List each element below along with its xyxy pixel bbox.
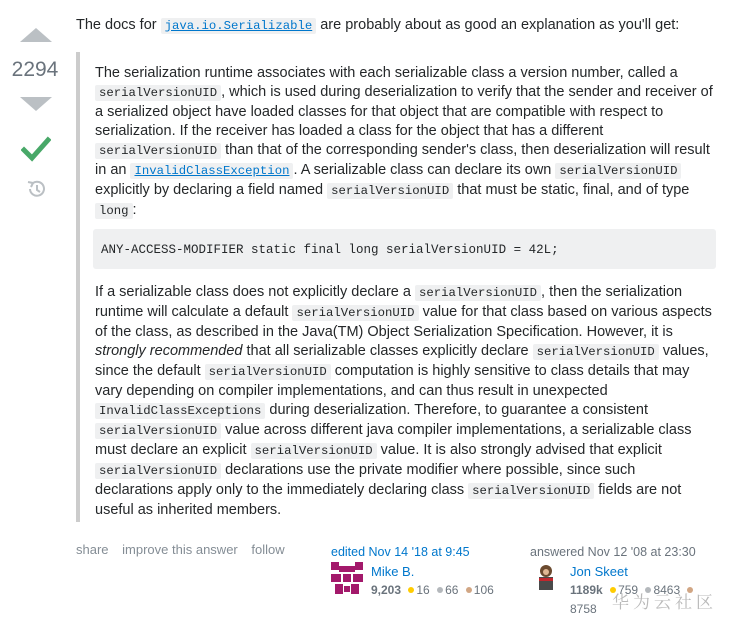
inline-code: serialVersionUID: [95, 463, 221, 479]
text: values, since the default: [95, 343, 709, 379]
share-link[interactable]: share: [76, 542, 109, 557]
text: declarations use the private modifier where possible, since such declarations apply only to the immediately declaring class: [95, 462, 636, 498]
text: . A serializable class can declare its own: [293, 162, 556, 178]
vote-up-arrow-icon[interactable]: [20, 28, 52, 42]
text: than that of the corresponding sender's class, then deserialization will result in an: [95, 142, 710, 178]
text: explicitly by declaring a field named: [95, 182, 328, 198]
text: :: [132, 202, 137, 218]
code-block: [93, 229, 716, 269]
serializable-doc-link[interactable]: [161, 17, 317, 33]
silver-badge-count: 66: [445, 583, 459, 597]
text: value. It is also strongly advised that explicit: [376, 442, 662, 458]
reputation-score: 1189k: [570, 583, 603, 597]
inline-code: long: [95, 203, 133, 219]
text: value across different java compiler implementations, a serializable class must declare an explicit: [95, 422, 692, 458]
bronze-badge-icon: [466, 587, 472, 593]
invalid-class-exception-link[interactable]: [130, 162, 293, 178]
text: value for that class based on various aspects of the class, as described in the Java(TM) Object Serialization Specification. However, it is: [95, 304, 712, 340]
editor-stats: [371, 581, 494, 600]
answered-date: answered Nov 12 '08 at 23:30: [530, 545, 696, 559]
text: The serialization runtime associates with each serializable class a version number, called a: [95, 65, 678, 81]
silver-badge-count: 8463: [653, 583, 681, 597]
text: fields are not useful as inherited members.: [95, 482, 682, 518]
inline-code: serialVersionUID: [95, 423, 221, 439]
inline-code: serialVersionUID: [533, 344, 659, 360]
answer-intro: [76, 16, 679, 36]
checkmark-icon: [21, 134, 51, 164]
gold-badge-count: 759: [618, 583, 639, 597]
inline-code: serialVersionUID: [95, 85, 221, 101]
text: , which is used during deserialization to verify that the sender and receiver of a serialized object have loaded classes for that object that are compatible with respect to serialization. If the receiver has loaded a class for the object that has a different: [95, 84, 713, 139]
serializable-code[interactable]: java.io.Serializable: [161, 18, 317, 34]
bronze-badge-count: 106: [473, 583, 494, 597]
edited-signature: [331, 543, 521, 597]
gold-badge-count: 16: [416, 583, 430, 597]
avatar[interactable]: [331, 562, 363, 594]
bronze-badge-count: 8758: [570, 602, 597, 616]
post-menu: [76, 540, 295, 559]
editor-name-link[interactable]: Mike B.: [371, 564, 415, 579]
gold-badge-icon: [408, 587, 414, 593]
text: during deserialization. Therefore, to guarantee a consistent: [265, 402, 648, 418]
blockquote: [76, 52, 716, 522]
text: that all serializable classes explicitly declare: [242, 343, 533, 359]
code-block-text: ANY-ACCESS-MODIFIER static final long serialVersionUID = 42L;: [101, 243, 559, 257]
text: computation is highly sensitive to class details that may vary depending on compiler implementations, and can thus result in unexpected: [95, 363, 690, 399]
inline-code: serialVersionUID: [205, 364, 331, 380]
inline-code: serialVersionUID: [292, 305, 418, 321]
follow-link[interactable]: follow: [251, 542, 285, 557]
author-name-link[interactable]: Jon Skeet: [570, 564, 628, 579]
history-icon[interactable]: [25, 178, 47, 200]
inline-code: serialVersionUID: [468, 483, 594, 499]
text: that must be static, final, and of type: [453, 182, 690, 198]
vote-count: 2294: [11, 58, 59, 81]
quote-paragraph-1: [95, 64, 715, 221]
inline-code: serialVersionUID: [555, 163, 681, 179]
intro-text: The docs for: [76, 17, 161, 33]
reputation-score: 9,203: [371, 583, 402, 597]
inline-code-link[interactable]: InvalidClassException: [130, 163, 293, 179]
inline-code: InvalidClassExceptions: [95, 403, 265, 419]
intro-text-end: are probably about as good an explanation as you'll get:: [316, 17, 680, 33]
inline-code: serialVersionUID: [95, 143, 221, 159]
vote-down-arrow-icon[interactable]: [20, 97, 52, 111]
inline-code: serialVersionUID: [415, 285, 541, 301]
text: If a serializable class does not explicitly declare a: [95, 284, 415, 300]
edited-date-link[interactable]: edited Nov 14 '18 at 9:45: [331, 545, 470, 559]
inline-code: serialVersionUID: [251, 443, 377, 459]
improve-answer-link[interactable]: improve this answer: [122, 542, 238, 557]
avatar[interactable]: [530, 562, 562, 594]
watermark: 华为云社区: [612, 593, 717, 612]
emphasis: strongly recommended: [95, 343, 243, 359]
text: , then the serialization runtime will calculate a default: [95, 284, 683, 320]
silver-badge-icon: [437, 587, 443, 593]
inline-code: serialVersionUID: [327, 183, 453, 199]
quote-paragraph-2: [95, 283, 715, 520]
